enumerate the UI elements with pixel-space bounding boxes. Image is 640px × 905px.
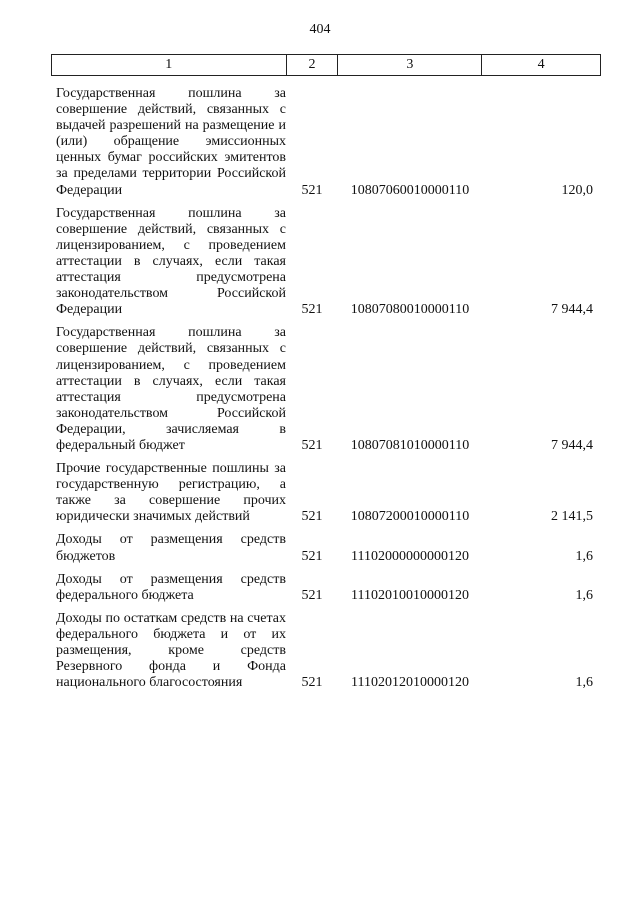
row-amount: 1,6 — [575, 548, 593, 564]
row-budget-code: 10807060010000110 — [350, 182, 470, 198]
table-row — [51, 461, 601, 525]
table-body — [51, 86, 601, 691]
table-header — [51, 54, 601, 76]
row-amount: 1,6 — [575, 587, 593, 603]
row-budget-code: 10807080010000110 — [350, 302, 470, 318]
row-admin-code: 521 — [301, 302, 323, 318]
row-admin-code: 521 — [301, 675, 323, 691]
table-row — [51, 325, 601, 454]
row-amount: 2 141,5 — [551, 509, 593, 525]
row-admin-code: 521 — [301, 509, 323, 525]
table-row — [51, 611, 601, 691]
row-budget-code: 11102012010000120 — [351, 675, 469, 691]
row-description: Государственная пошлина за совершение действий, связанных с лицензированием, с проведением аттестации в случаях, если такая аттестация предусмотрена законодательством Российской Федерации, зачисляемая в федеральный бюджет — [56, 325, 286, 453]
row-description: Государственная пошлина за совершение действий, связанных с лицензированием, с проведением аттестации в случаях, если такая аттестация предусмотрена законодательством Российской Федерации — [56, 205, 286, 318]
table-row — [51, 206, 601, 319]
row-amount: 1,6 — [575, 675, 593, 691]
row-description: Доходы от размещения средств федерального бюджета — [56, 571, 286, 603]
table-row — [51, 572, 601, 604]
row-description: Государственная пошлина за совершение действий, связанных с выдачей разрешений на размещение и (или) обращение эмиссионных ценных бумаг российских эмитентов за пределами территории Российской Федерации — [56, 86, 286, 198]
row-budget-code: 11102000000000120 — [351, 548, 469, 564]
row-admin-code: 521 — [301, 548, 323, 564]
budget-table — [51, 54, 601, 698]
column-header-3: 3 — [338, 55, 482, 75]
column-header-1: 1 — [52, 55, 287, 75]
row-description: Доходы по остаткам средств на счетах федерального бюджета и от их размещения, кроме средств Резервного фонда и Фонда национального благосостояния — [56, 610, 286, 691]
column-header-2: 2 — [287, 55, 339, 75]
column-header-4: 4 — [482, 55, 601, 75]
row-amount: 120,0 — [561, 182, 593, 198]
row-amount: 7 944,4 — [551, 302, 593, 318]
row-budget-code: 10807081010000110 — [350, 438, 470, 454]
row-amount: 7 944,4 — [551, 438, 593, 454]
row-admin-code: 521 — [301, 182, 323, 198]
table-row — [51, 86, 601, 199]
row-description: Прочие государственные пошлины за государственную регистрацию, а также за совершение прочих юридически значимых действий — [56, 461, 286, 525]
row-admin-code: 521 — [301, 438, 323, 454]
row-budget-code: 10807200010000110 — [350, 509, 470, 525]
row-budget-code: 11102010010000120 — [351, 587, 469, 603]
page-number: 404 — [309, 22, 331, 37]
table-row — [51, 532, 601, 564]
row-description: Доходы от размещения средств бюджетов — [56, 532, 286, 564]
row-admin-code: 521 — [301, 587, 323, 603]
